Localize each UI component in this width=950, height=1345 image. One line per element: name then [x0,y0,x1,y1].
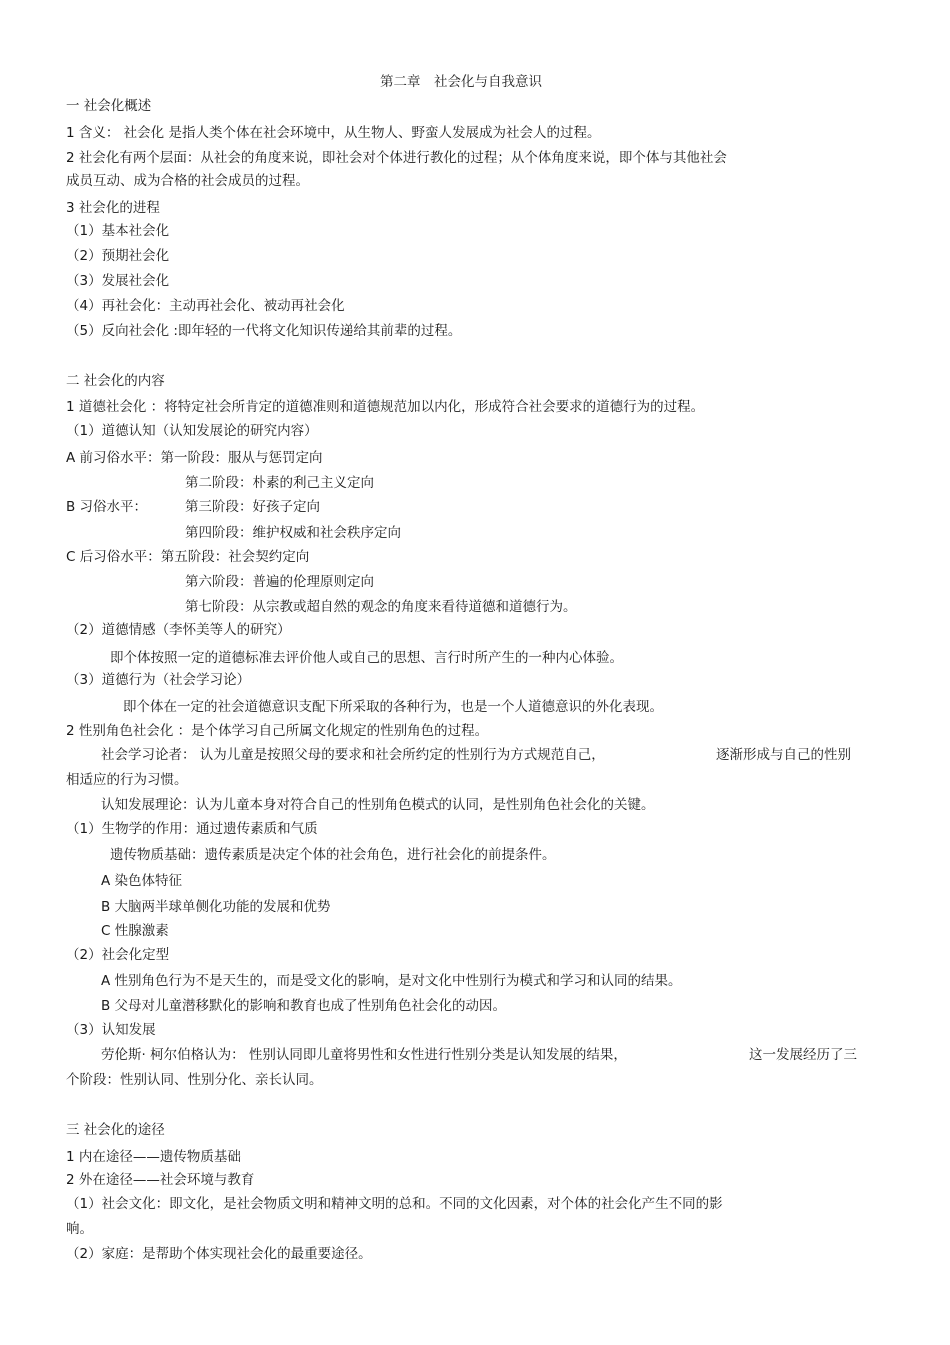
paragraph-line: 即个体按照一定的道德标准去评价他人或自己的思想、言行时所产生的一种内心体验。 [110,650,623,666]
paragraph-line: 劳伦斯· 柯尔伯格认为： 性别认同即儿童将男性和女性进行性别分类是认知发展的结果， [101,1047,627,1063]
paragraph-line: 1 内在途径——遗传物质基础 [66,1149,241,1165]
paragraph-line: 2 社会化有两个层面：从社会的角度来说，即社会对个体进行教化的过程；从个体角度来说，即个体与其他社会 [66,150,727,166]
section-heading: 二 社会化的内容 [66,373,165,389]
paragraph-line: 响。 [66,1221,93,1237]
list-item: （1）基本社会化 [66,223,170,239]
paragraph-line: 2 性别角色社会化 ：是个体学习自己所属文化规定的性别角色的过程。 [66,723,489,739]
list-item: （1）道德认知（认知发展论的研究内容） [66,423,318,439]
paragraph-line: 逐渐形成与自己的性别 [716,747,851,763]
paragraph-line: 社会学习论者： 认为儿童是按照父母的要求和社会所约定的性别行为方式规范自己， [101,747,605,763]
list-item: A 性别角色行为不是天生的，而是受文化的影响，是对文化中性别行为模式和学习和认同的结果。 [101,973,682,989]
list-item: （2）预期社会化 [66,248,170,264]
list-item: （2）社会化定型 [66,947,170,963]
list-item: C 后习俗水平：第五阶段：社会契约定向 [66,549,310,565]
page-title: 第二章 社会化与自我意识 [380,74,542,90]
section-heading: 一 社会化概述 [66,98,152,114]
list-item: （3）道德行为（社会学习论） [66,672,251,688]
paragraph-line: 1 道德社会化 ：将特定社会所肯定的道德准则和道德规范加以内化，形成符合社会要求的道德行为的过程。 [66,399,705,415]
list-item: （1）生物学的作用：通过遗传素质和气质 [66,821,318,837]
section-heading: 三 社会化的途径 [66,1122,165,1138]
list-item: （2）道德情感（李怀美等人的研究） [66,622,291,638]
list-item: （5）反向社会化 :即年轻的一代将文化知识传递给其前辈的过程。 [66,323,462,339]
list-item: 第二阶段：朴素的利己主义定向 [185,475,374,491]
paragraph-line: 3 社会化的进程 [66,200,160,216]
list-item: （2）家庭：是帮助个体实现社会化的最重要途径。 [66,1246,372,1262]
paragraph-line: 即个体在一定的社会道德意识支配下所采取的各种行为，也是一个人道德意识的外化表现。 [123,699,663,715]
paragraph-line: 认知发展理论：认为儿童本身对符合自己的性别角色模式的认同，是性别角色社会化的关键。 [101,797,655,813]
list-item: B 习俗水平： [66,499,148,515]
list-item: （1）社会文化：即文化，是社会物质文明和精神文明的总和。不同的文化因素，对个体的社会化产生不同的影 [66,1196,723,1212]
list-item: A 前习俗水平：第一阶段：服从与惩罚定向 [66,450,323,466]
paragraph-line: 1 含义： 社会化 是指人类个体在社会环境中，从生物人、野蛮人发展成为社会人的过程。 [66,125,601,141]
list-item: 第六阶段：普遍的伦理原则定向 [185,574,374,590]
list-item: B 父母对儿童潜移默化的影响和教育也成了性别角色社会化的动因。 [101,998,507,1014]
list-item: C 性腺激素 [101,923,169,939]
list-item: （3）认知发展 [66,1022,156,1038]
list-item: B 大脑两半球单侧化功能的发展和优势 [101,899,331,915]
paragraph-line: 这一发展经历了三 [749,1047,857,1063]
list-item: （4）再社会化：主动再社会化、被动再社会化 [66,298,345,314]
list-item: 第四阶段：维护权威和社会秩序定向 [185,525,401,541]
paragraph-line: 相适应的行为习惯。 [66,772,188,788]
paragraph-line: 遗传物质基础：遗传素质是决定个体的社会角色，进行社会化的前提条件。 [110,847,556,863]
list-item: 第七阶段：从宗教或超自然的观念的角度来看待道德和道德行为。 [185,599,577,615]
paragraph-line: 2 外在途径——社会环境与教育 [66,1172,255,1188]
paragraph-line: 个阶段：性别认同、性别分化、亲长认同。 [66,1072,323,1088]
list-item: 第三阶段：好孩子定向 [185,499,320,515]
list-item: （3）发展社会化 [66,273,170,289]
paragraph-line: 成员互动、成为合格的社会成员的过程。 [66,173,309,189]
list-item: A 染色体特征 [101,873,183,889]
